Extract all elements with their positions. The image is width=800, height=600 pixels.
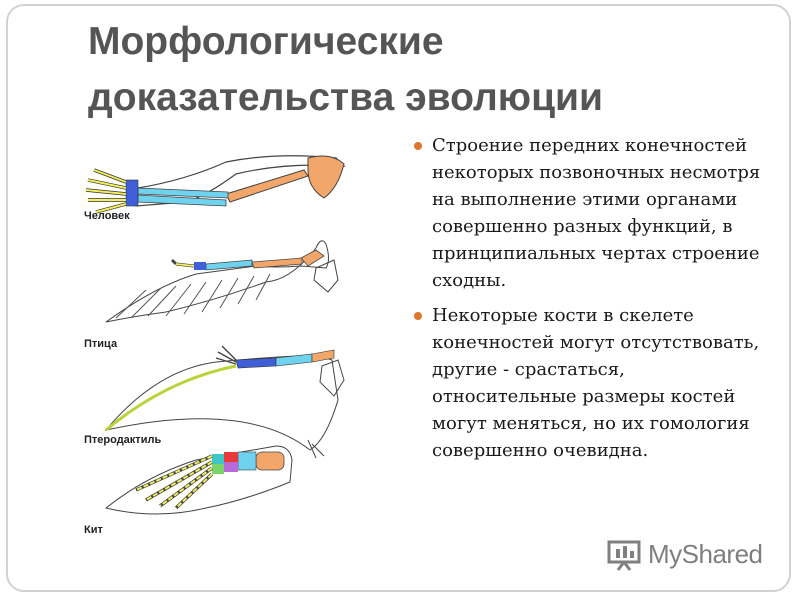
caption-pterodactyl: Птеродактиль: [84, 434, 162, 446]
caption-whale: Кит: [84, 524, 103, 536]
limb-skeletons-illustration: [76, 140, 376, 540]
presentation-board-icon: [606, 536, 644, 572]
human-arm: [86, 156, 344, 212]
bullet-text: Некоторые кости в скелете конечностей могут отсутствовать, другие - срастаться, относительные размеры костей могут меняться, но их гомология совершенно очевидна.: [432, 305, 760, 461]
caption-bird: Птица: [84, 338, 118, 350]
myshared-logo: [606, 536, 776, 572]
bullet-item: [410, 132, 770, 294]
whale-flipper: [106, 446, 292, 514]
title-line-2: доказательства эволюции: [88, 76, 603, 119]
slide-title: [88, 14, 708, 126]
caption-human: Человек: [84, 210, 130, 222]
bird-wing: [106, 241, 338, 322]
title-line-1: Морфологические: [88, 20, 444, 63]
bullet-dot-icon: [414, 312, 422, 320]
bullet-text: Строение передних конечностей некоторых позвоночных несмотря на выполнение этими органами совершенно разных функций, в принципиальных чертах строение сходны.: [432, 135, 761, 291]
bullet-list: [410, 132, 770, 472]
bullet-dot-icon: [414, 142, 422, 150]
logo-text: MyShared: [648, 539, 763, 569]
limbs-figure: [76, 140, 376, 540]
bullet-item: [410, 302, 770, 464]
